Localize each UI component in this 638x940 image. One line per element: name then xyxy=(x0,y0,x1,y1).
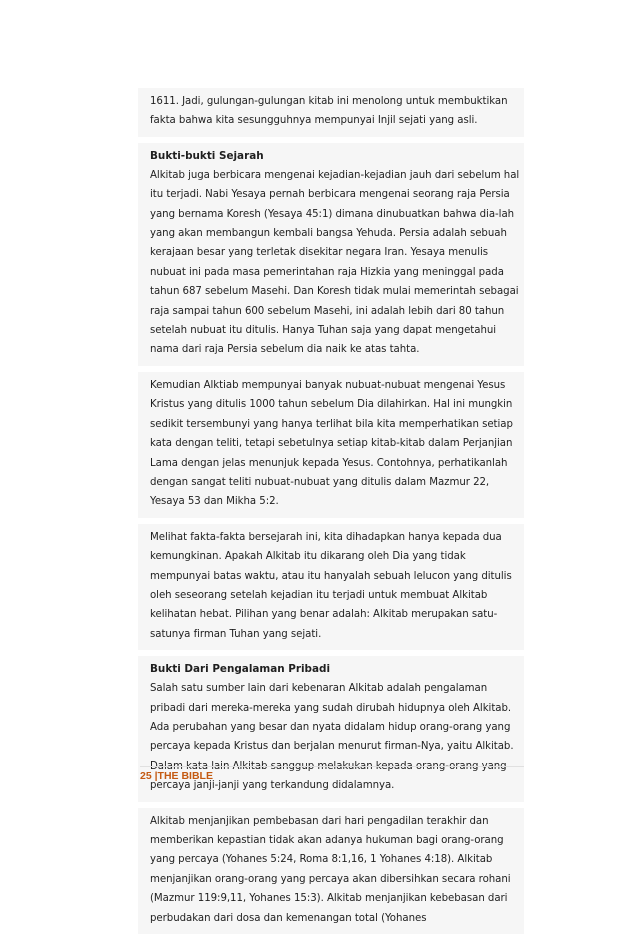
paragraph-conclusion: Melihat fakta-fakta bersejarah ini, kita dihadapkan hanya kepada dua kemungkinan. Apakah Alkitab itu dikarang oleh Dia yang tidak mempunyai batas waktu, atau itu hanyalah sebuah lelucon yang ditulis oleh seseorang setelah kejadian itu terjadi untuk membuat Alkitab kelihatan hebat. Pilihan yang benar adalah: Alkitab merupakan satu-satunya firman Tuhan yang sejati. xyxy=(150,531,512,640)
paragraph-promises: Alkitab menjanjikan pembebasan dari hari pengadilan terakhir dan memberikan kepastian tidak akan adanya hukuman bagi orang-orang yang percaya (Yohanes 5:24, Roma 8:1,16, 1 Yohanes 4:18). Alkitab menjanjikan orang-orang yang percaya akan dibersihkan secara rohani (Mazmur 119:9,11, Yohanes 15:3). Alkitab menjanjikan kebebasan dari perbudakan dari dosa dan kemenangan total (Yohanes xyxy=(150,815,511,924)
paragraph-historical: Alkitab juga berbicara mengenai kejadian-kejadian jauh dari sebelum hal itu terjadi. Nabi Yesaya pernah berbicara mengenai seorang raja Persia yang bernama Koresh (Yesaya 45:1) dimana dinubuatkan bahwa dia-lah yang akan membangun kembali bangsa Yehuda. Persia adalah sebuah kerajaan besar yang terletak disekitar negara Iran. Yesaya menulis nubuat ini pada masa pemerintahan raja Hizkia yang meninggal pada tahun 687 sebelum Masehi. Dan Koresh tidak mulai memerintah sebagai raja sampai tahun 600 sebelum Masehi, ini adalah lebih dari 80 tahun setelah nubuat itu ditulis. Hanya Tuhan saja yang dapat mengetahui nama dari raja Persia sebelum dia naik ke atas tahta. xyxy=(150,169,520,356)
page-content xyxy=(138,88,524,940)
section-block-historical xyxy=(138,143,524,366)
paragraph-block xyxy=(138,808,524,934)
paragraph-block xyxy=(138,88,524,137)
paragraph-block xyxy=(138,372,524,518)
paragraph-block xyxy=(138,524,524,650)
paragraph-continuation: 1611. Jadi, gulungan-gulungan kitab ini menolong untuk membuktikan fakta bahwa kita sesungguhnya mempunyai Injil sejati yang asli. xyxy=(150,96,508,127)
paragraph-prophecies: Kemudian Alktiab mempunyai banyak nubuat-nubuat mengenai Yesus Kristus yang ditulis 1000 tahun sebelum Dia dilahirkan. Hal ini mungkin sedikit tersembunyi yang hanya terlihat bila kita memperhatikan setiap kata dengan teliti, tetapi sebetulnya setiap kitab-kitab dalam Perjanjian Lama dengan jelas menunjuk kepada Yesus. Contohnya, perhatikanlah dengan sangat teliti nubuat-nubuat yang ditulis dalam Mazmur 22, Yesaya 53 dan Mikha 5:2. xyxy=(150,379,513,508)
section-heading-historical: Bukti-bukti Sejarah xyxy=(150,149,264,162)
section-heading-personal: Bukti Dari Pengalaman Pribadi xyxy=(150,663,330,676)
page-footer: 25 |THE BIBLE xyxy=(140,766,524,783)
paragraph-personal: Salah satu sumber lain dari kebenaran Alkitab adalah pengalaman pribadi dari mereka-mereka yang sudah dirubah hidupnya oleh Alkitab. Ada perubahan yang besar dan nyata didalam hidup orang-orang yang percaya kepada Kristus dan berjalan menurut firman-Nya, yaitu Alkitab. Dalam kata lain Alkitab sanggup melakukan kepada orang-orang yang percaya janji-janji yang terkandung didalamnya. xyxy=(150,683,514,792)
